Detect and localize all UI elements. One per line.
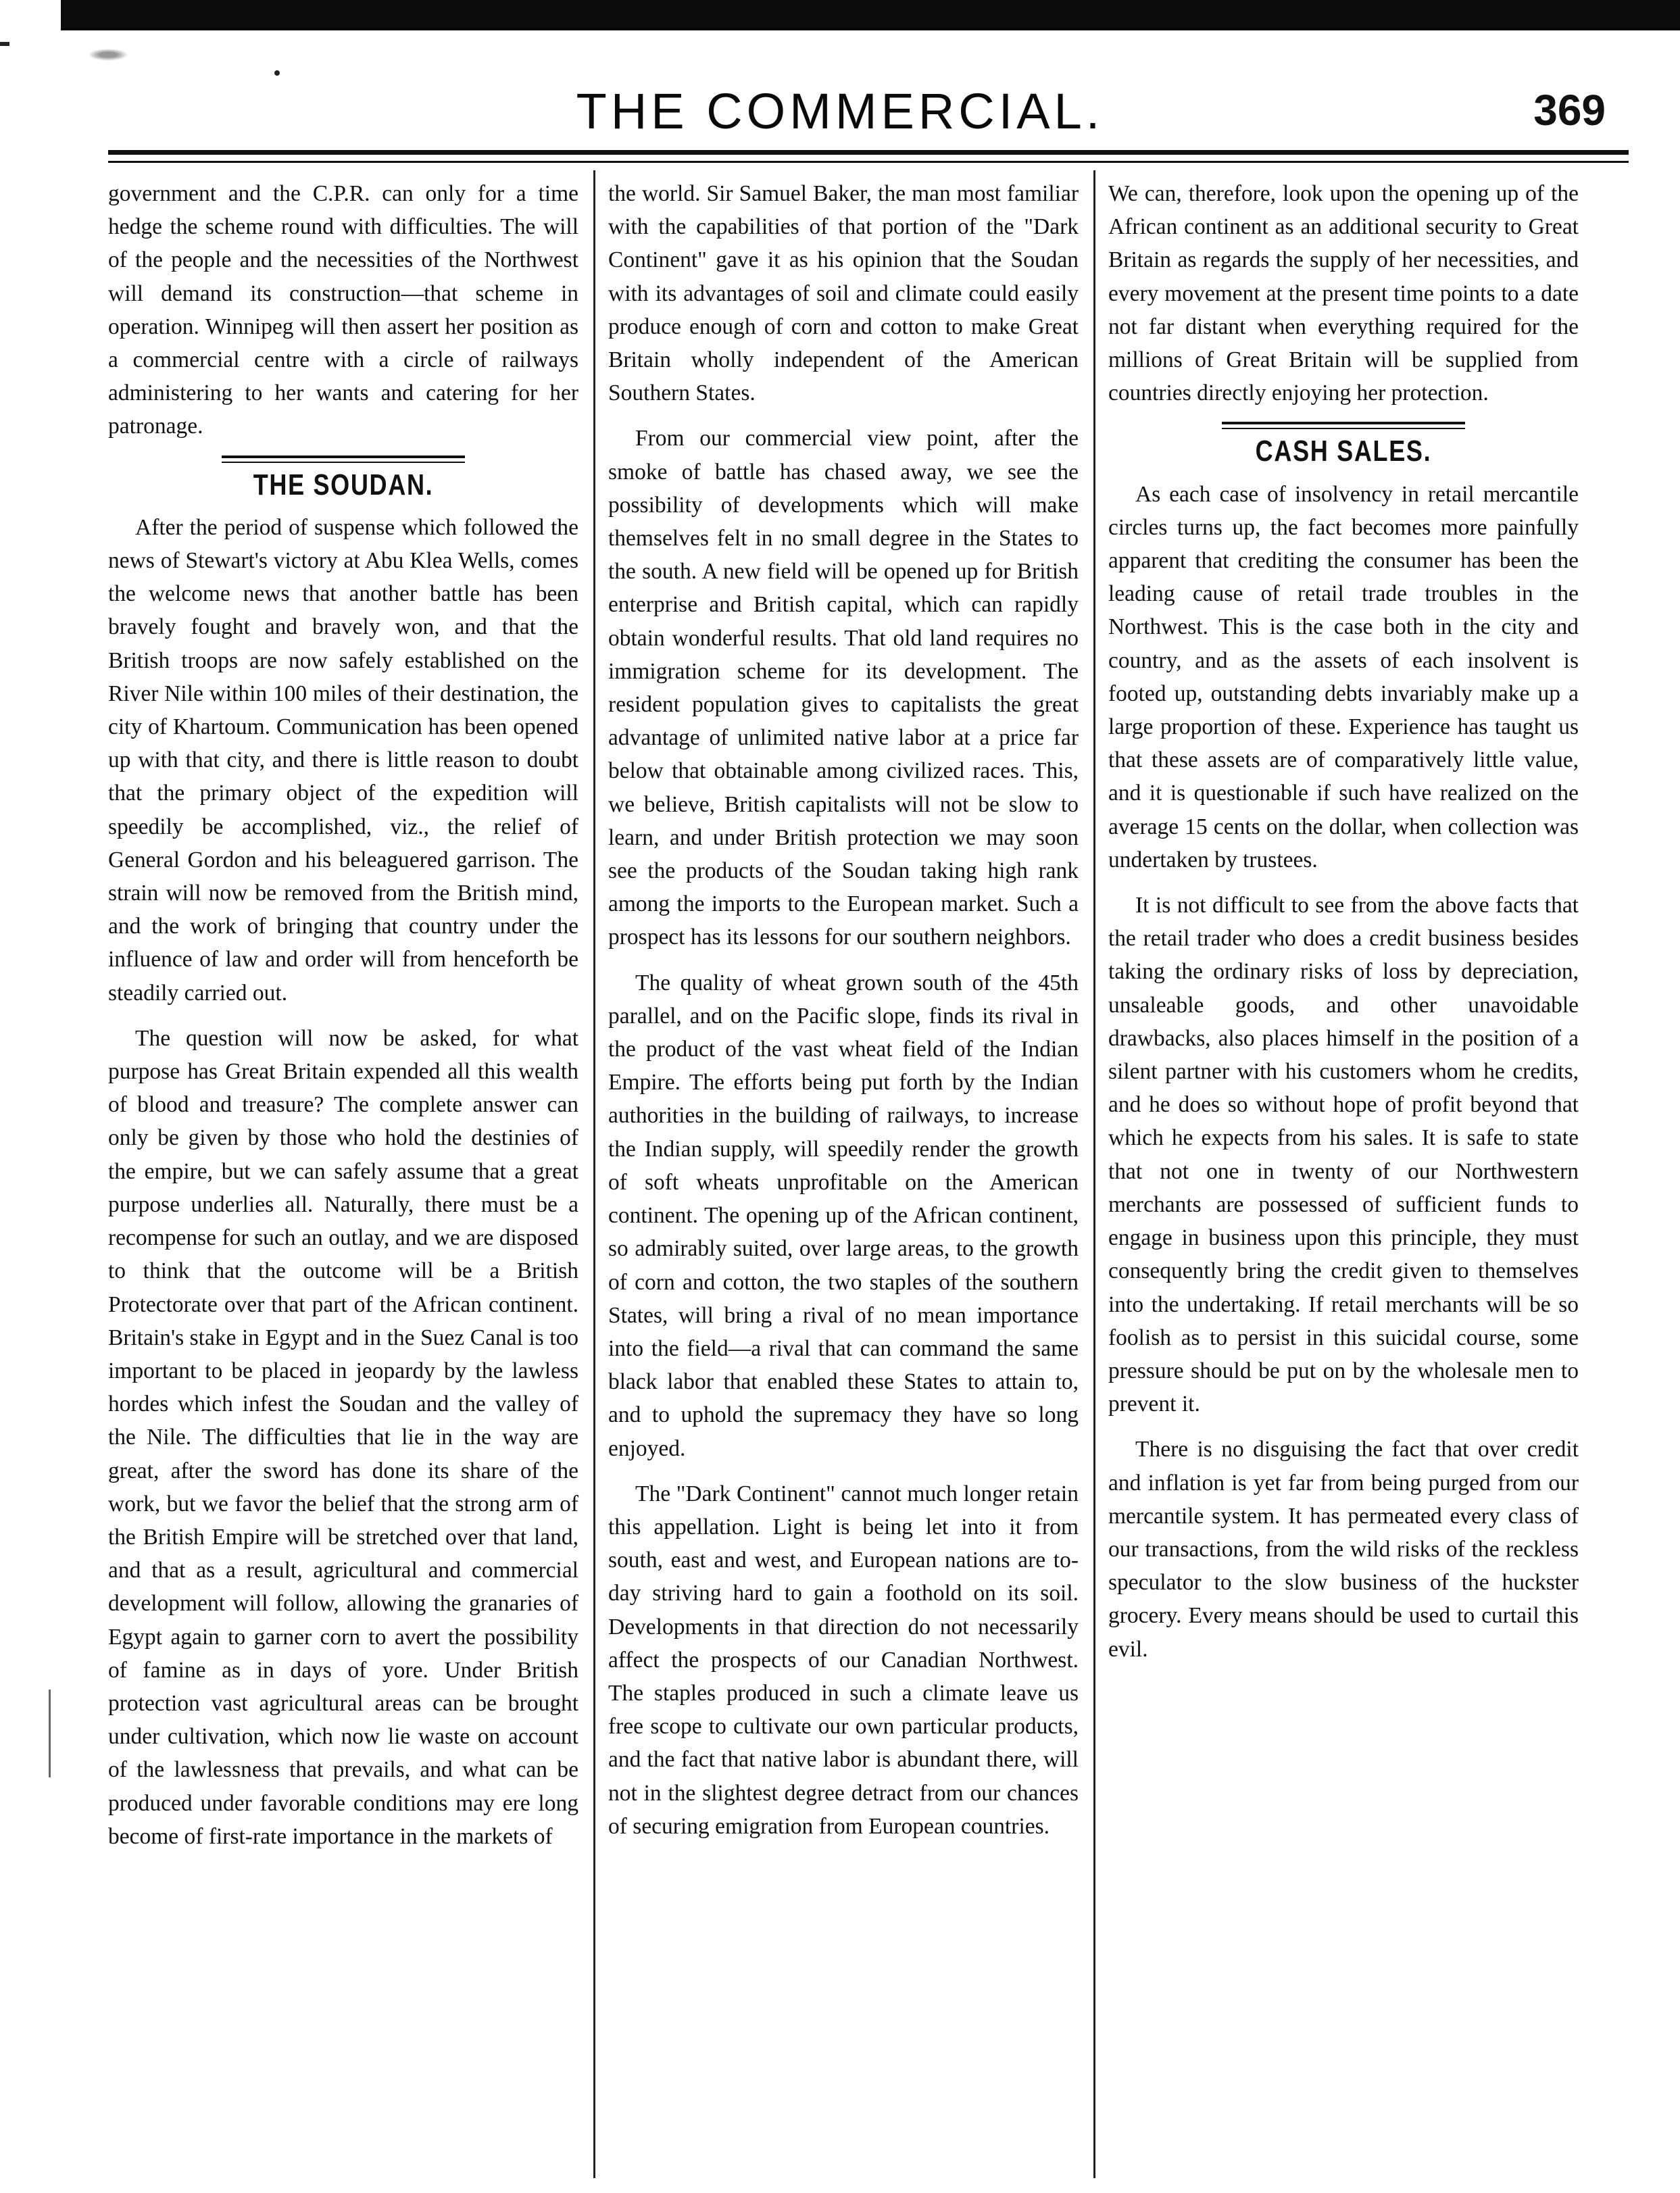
top-edge-bar bbox=[61, 0, 1680, 30]
article-paragraph: The "Dark Continent" cannot much longer retain this appellation. Light is being let into it from south, east and west, and European nations are to-day striving hard to gain a foothold on its soil. Developments in that direction do not necessarily affect the prospects of our Canadian Northwest. The staples produced in such a climate leave us free scope to cultivate our own particular products, and the fact that native labor is abundant there, will not in the slightest degree detract from our chances of securing emigration from European countries. bbox=[608, 1481, 1079, 1839]
section-heading-block bbox=[1108, 422, 1579, 468]
heading-rule bbox=[1222, 422, 1465, 429]
article-paragraph: The question will now be asked, for what purpose has Great Britain expended all this wealth of blood and treasure? The complete answer can only be given by those who hold the destinies of the empire, but we can safely assume that a great purpose underlies all. Naturally, there must be a recompense for such an outlay, and we are disposed to think that the outcome will be a British Protectorate over that part of the African continent. Britain's stake in Egypt and in the Suez Canal is too important to be placed in jeopardy by the lawless hordes which infest the Soudan and the valley of the Nile. The difficulties that lie in the way are great, after the sword has done its share of the work, but we favor the belief that the strong arm of the British Empire will be stretched over that land, and that as a result, agricultural and commercial development will follow, allowing the granaries of Egypt again to garner corn to avert the possibility of famine as in days of yore. Under British protection vast agricultural areas can be brought under cultivation, which now lie waste on account of the lawlessness that prevails, and what can be produced under favorable conditions may ere long become of first-rate importance in the markets of bbox=[108, 1025, 578, 1849]
article-paragraph: There is no disguising the fact that over credit and inflation is yet far from being purged from our mercantile system. It has permeated every class of our transactions, from the wild risks of the reckless speculator to the slow business of the huckster grocery. Every means should be used to curtail this evil. bbox=[1108, 1437, 1579, 1662]
masthead-rule-thin bbox=[108, 161, 1629, 163]
continued-paragraph: We can, therefore, look upon the opening up of the African continent as an additional security to Great Britain as regards the supply of her necessities, and every movement at the present time points to a date not far distant when everything required for the millions of Great Britain will be supplied from countries directly enjoying her protection. bbox=[1108, 181, 1579, 406]
continued-paragraph: government and the C.P.R. can only for a time hedge the scheme round with difficulties. The will of the people and the necessities of the Northwest will demand its construction—that scheme in operation. Winnipeg will then assert her position as a commercial centre with a circle of railways administering to her wants and catering for her patronage. bbox=[108, 181, 578, 439]
margin-tick bbox=[0, 42, 9, 46]
article-paragraph: From our commercial view point, after the smoke of battle has chased away, we see the possibility of developments which will make themselves felt in no small degree in the States to the south. A new field will be opened up for British enterprise and British capital, which can rapidly obtain wonderful results. That old land requires no immigration scheme for its development. The resident population gives to capitalists the great advantage of unlimited native labor at a price far below that obtainable among civilized races. This, we believe, British capitalists will not be slow to learn, and under British protection we may soon see the products of the Soudan taking high rank among the imports to the European market. Such a prospect has its lessons for our southern neighbors. bbox=[608, 426, 1079, 950]
column-1 bbox=[108, 177, 578, 1865]
masthead-title: THE COMMERCIAL. bbox=[576, 83, 1104, 139]
article-paragraph: After the period of suspense which followed the news of Stewart's victory at Abu Klea Wells, comes the welcome news that another battle has been bravely fought and bravely won, and that the British troops are now safely established on the River Nile within 100 miles of their destination, the city of Khartoum. Communication has been opened up with that city, and there is little reason to doubt that the primary object of the expedition will speedily be accomplished, viz., the relief of General Gordon and his beleaguered garrison. The strain will now be removed from the British mind, and the work of bringing that country under the influence of law and order will from henceforth be steadily carried out. bbox=[108, 514, 578, 1006]
section-heading-block bbox=[108, 455, 578, 501]
continued-paragraph: the world. Sir Samuel Baker, the man most familiar with the capabilities of that portion of the "Dark Continent" gave it as his opinion that the Soudan with its advantages of soil and climate could easily produce enough of corn and cotton to make Great Britain wholly independent of the American Southern States. bbox=[608, 181, 1079, 406]
section-heading: THE SOUDAN. bbox=[253, 468, 434, 501]
masthead-rule-thick bbox=[108, 150, 1629, 155]
section-heading: CASH SALES. bbox=[1255, 435, 1432, 468]
page-number: 369 bbox=[1533, 86, 1606, 134]
column-divider bbox=[1093, 170, 1095, 2178]
article-paragraph: As each case of insolvency in retail mercantile circles turns up, the fact becomes more painfully apparent that crediting the consumer has been the leading cause of retail trade troubles in the Northwest. This is the case both in the city and country, and as the assets of each insolvent is footed up, outstanding debts invariably make up a large proportion of these. Experience has taught us that these assets are of comparatively little value, and it is questionable if such have realized on the average 15 cents on the dollar, when collection was undertaken by trustees. bbox=[1108, 481, 1579, 872]
margin-mark bbox=[49, 1690, 51, 1777]
ink-smudge bbox=[88, 49, 128, 61]
article-paragraph: The quality of wheat grown south of the 45th parallel, and on the Pacific slope, finds its rival in the product of the vast wheat field of the Indian Empire. The efforts being put forth by the Indian authorities in the building of railways, to increase the Indian supply, will speedily render the growth of soft wheats unprofitable on the American continent. The opening up of the African continent, so admirably suited, over large areas, to the growth of corn and cotton, the two staples of the southern States, will bring a rival of no mean importance into the field—a rival that can command the same black labor that enabled these States to attain to, and to uphold the supremacy they have so long enjoyed. bbox=[608, 970, 1079, 1461]
column-2 bbox=[608, 177, 1079, 1855]
article-paragraph: It is not difficult to see from the above facts that the retail trader who does a credit business besides taking the ordinary risks of loss by depreciation, unsaleable goods, and other unavoidable drawbacks, also places himself in the position of a silent partner with his customers whom he credits, and he does so without hope of profit beyond that which he expects from his sales. It is safe to state that not one in twenty of our Northwestern merchants are possessed of sufficient funds to engage in business upon this principle, they must consequently bring the credit given to themselves into the undertaking. If retail merchants will be so foolish as to persist in this suicidal course, some pressure should be put on by the wholesale men to prevent it. bbox=[1108, 893, 1579, 1417]
heading-rule bbox=[222, 455, 465, 463]
column-3 bbox=[1108, 177, 1579, 1678]
column-divider bbox=[593, 170, 595, 2178]
ink-dot bbox=[274, 70, 280, 76]
